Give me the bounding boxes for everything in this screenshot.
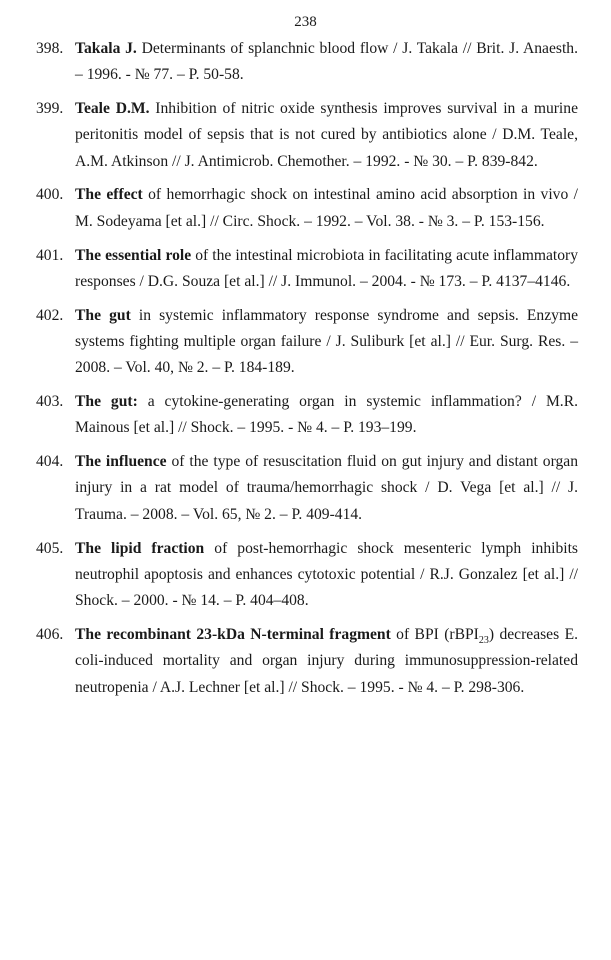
reference-number: 405. — [36, 539, 64, 557]
reference-text: in systemic inflammatory response syndrome and sepsis. Enzyme systems fighting multiple organ failure / J. Suliburk [et al.] // Eur. Surg. Res. – 2008. – Vol. 40, № 2. – P. 184-189. — [75, 306, 578, 377]
reference-number: 401. — [36, 246, 64, 264]
reference-item — [0, 36, 611, 89]
reference-text: of hemorrhagic shock on intestinal amino acid absorption in vivo / M. Sodeyama [et al.] // Circ. Shock. – 1992. – Vol. 38. - № 3. – P. 153-156. — [75, 186, 578, 230]
reference-lead: The gut — [75, 306, 131, 324]
reference-item — [0, 96, 611, 175]
reference-lead: The recombinant 23-kDa N-terminal fragment — [75, 625, 391, 643]
reference-lead: Takala J. — [75, 40, 137, 57]
reference-item — [0, 182, 611, 235]
reference-text: ) decreases E. coli-induced mortality and organ injury during immunosuppression-related neutropenia / A.J. Lechner [et al.] // Shock. – 1995. - № 4. – P. 298-306. — [75, 625, 578, 696]
reference-lead: The gut: — [75, 393, 138, 411]
reference-text: Determinants of splanchnic blood flow / J. Takala // Brit. J. Anaesth. – 1996. - № 77. – P. 50-58. — [75, 40, 578, 84]
reference-text: of the intestinal microbiota in facilitating acute inflammatory responses / D.G. Souza [et al.] // J. Immunol. – 2004. - № 173. – P. 4137–4146. — [75, 246, 578, 290]
reference-item — [0, 536, 611, 615]
reference-number: 400. — [36, 186, 64, 204]
reference-number: 406. — [36, 625, 64, 643]
reference-number: 399. — [36, 100, 64, 118]
reference-item — [0, 243, 611, 296]
reference-list — [0, 36, 611, 708]
reference-text: of the type of resuscitation fluid on gut injury and distant organ injury in a rat model of trauma/hemorrhagic shock / D. Vega [et al.] // J. Trauma. – 2008. – Vol. 65, № 2. – P. 409-414. — [75, 453, 578, 523]
reference-text: of BPI (rBPI — [390, 625, 479, 643]
reference-text: of post-hemorrhagic shock mesenteric lymph inhibits neutrophil apoptosis and enhances cytotoxic potential / R.J. Gonzalez [et al.] // Shock. – 2000. - № 14. – P. 404–408. — [75, 539, 578, 610]
reference-item — [0, 622, 611, 701]
subscript: 23 — [478, 635, 489, 647]
reference-item — [0, 303, 611, 382]
reference-number: 404. — [36, 453, 64, 471]
reference-item — [0, 389, 611, 442]
reference-number: 403. — [36, 393, 64, 411]
reference-text: a cytokine-generating organ in systemic inflammation? / M.R. Mainous [et al.] // Shock. – 1995. - № 4. – P. 193–199. — [75, 393, 579, 437]
page-number: 238 — [294, 14, 317, 30]
reference-lead: The lipid fraction — [75, 539, 205, 557]
reference-lead: The essential role — [75, 246, 192, 264]
reference-number: 402. — [36, 306, 64, 324]
reference-lead: The influence — [75, 453, 167, 471]
reference-lead: The effect — [75, 186, 143, 204]
reference-number: 398. — [36, 40, 64, 57]
reference-lead: Teale D.M. — [75, 100, 150, 118]
reference-text: Inhibition of nitric oxide synthesis improves survival in a murine peritonitis model of sepsis that is not cured by antibiotics alone / D.M. Teale, A.M. Atkinson // J. Antimicrob. Chemother. – 1992. - № 30. – P. 839-842. — [75, 100, 578, 170]
reference-item — [0, 449, 611, 528]
